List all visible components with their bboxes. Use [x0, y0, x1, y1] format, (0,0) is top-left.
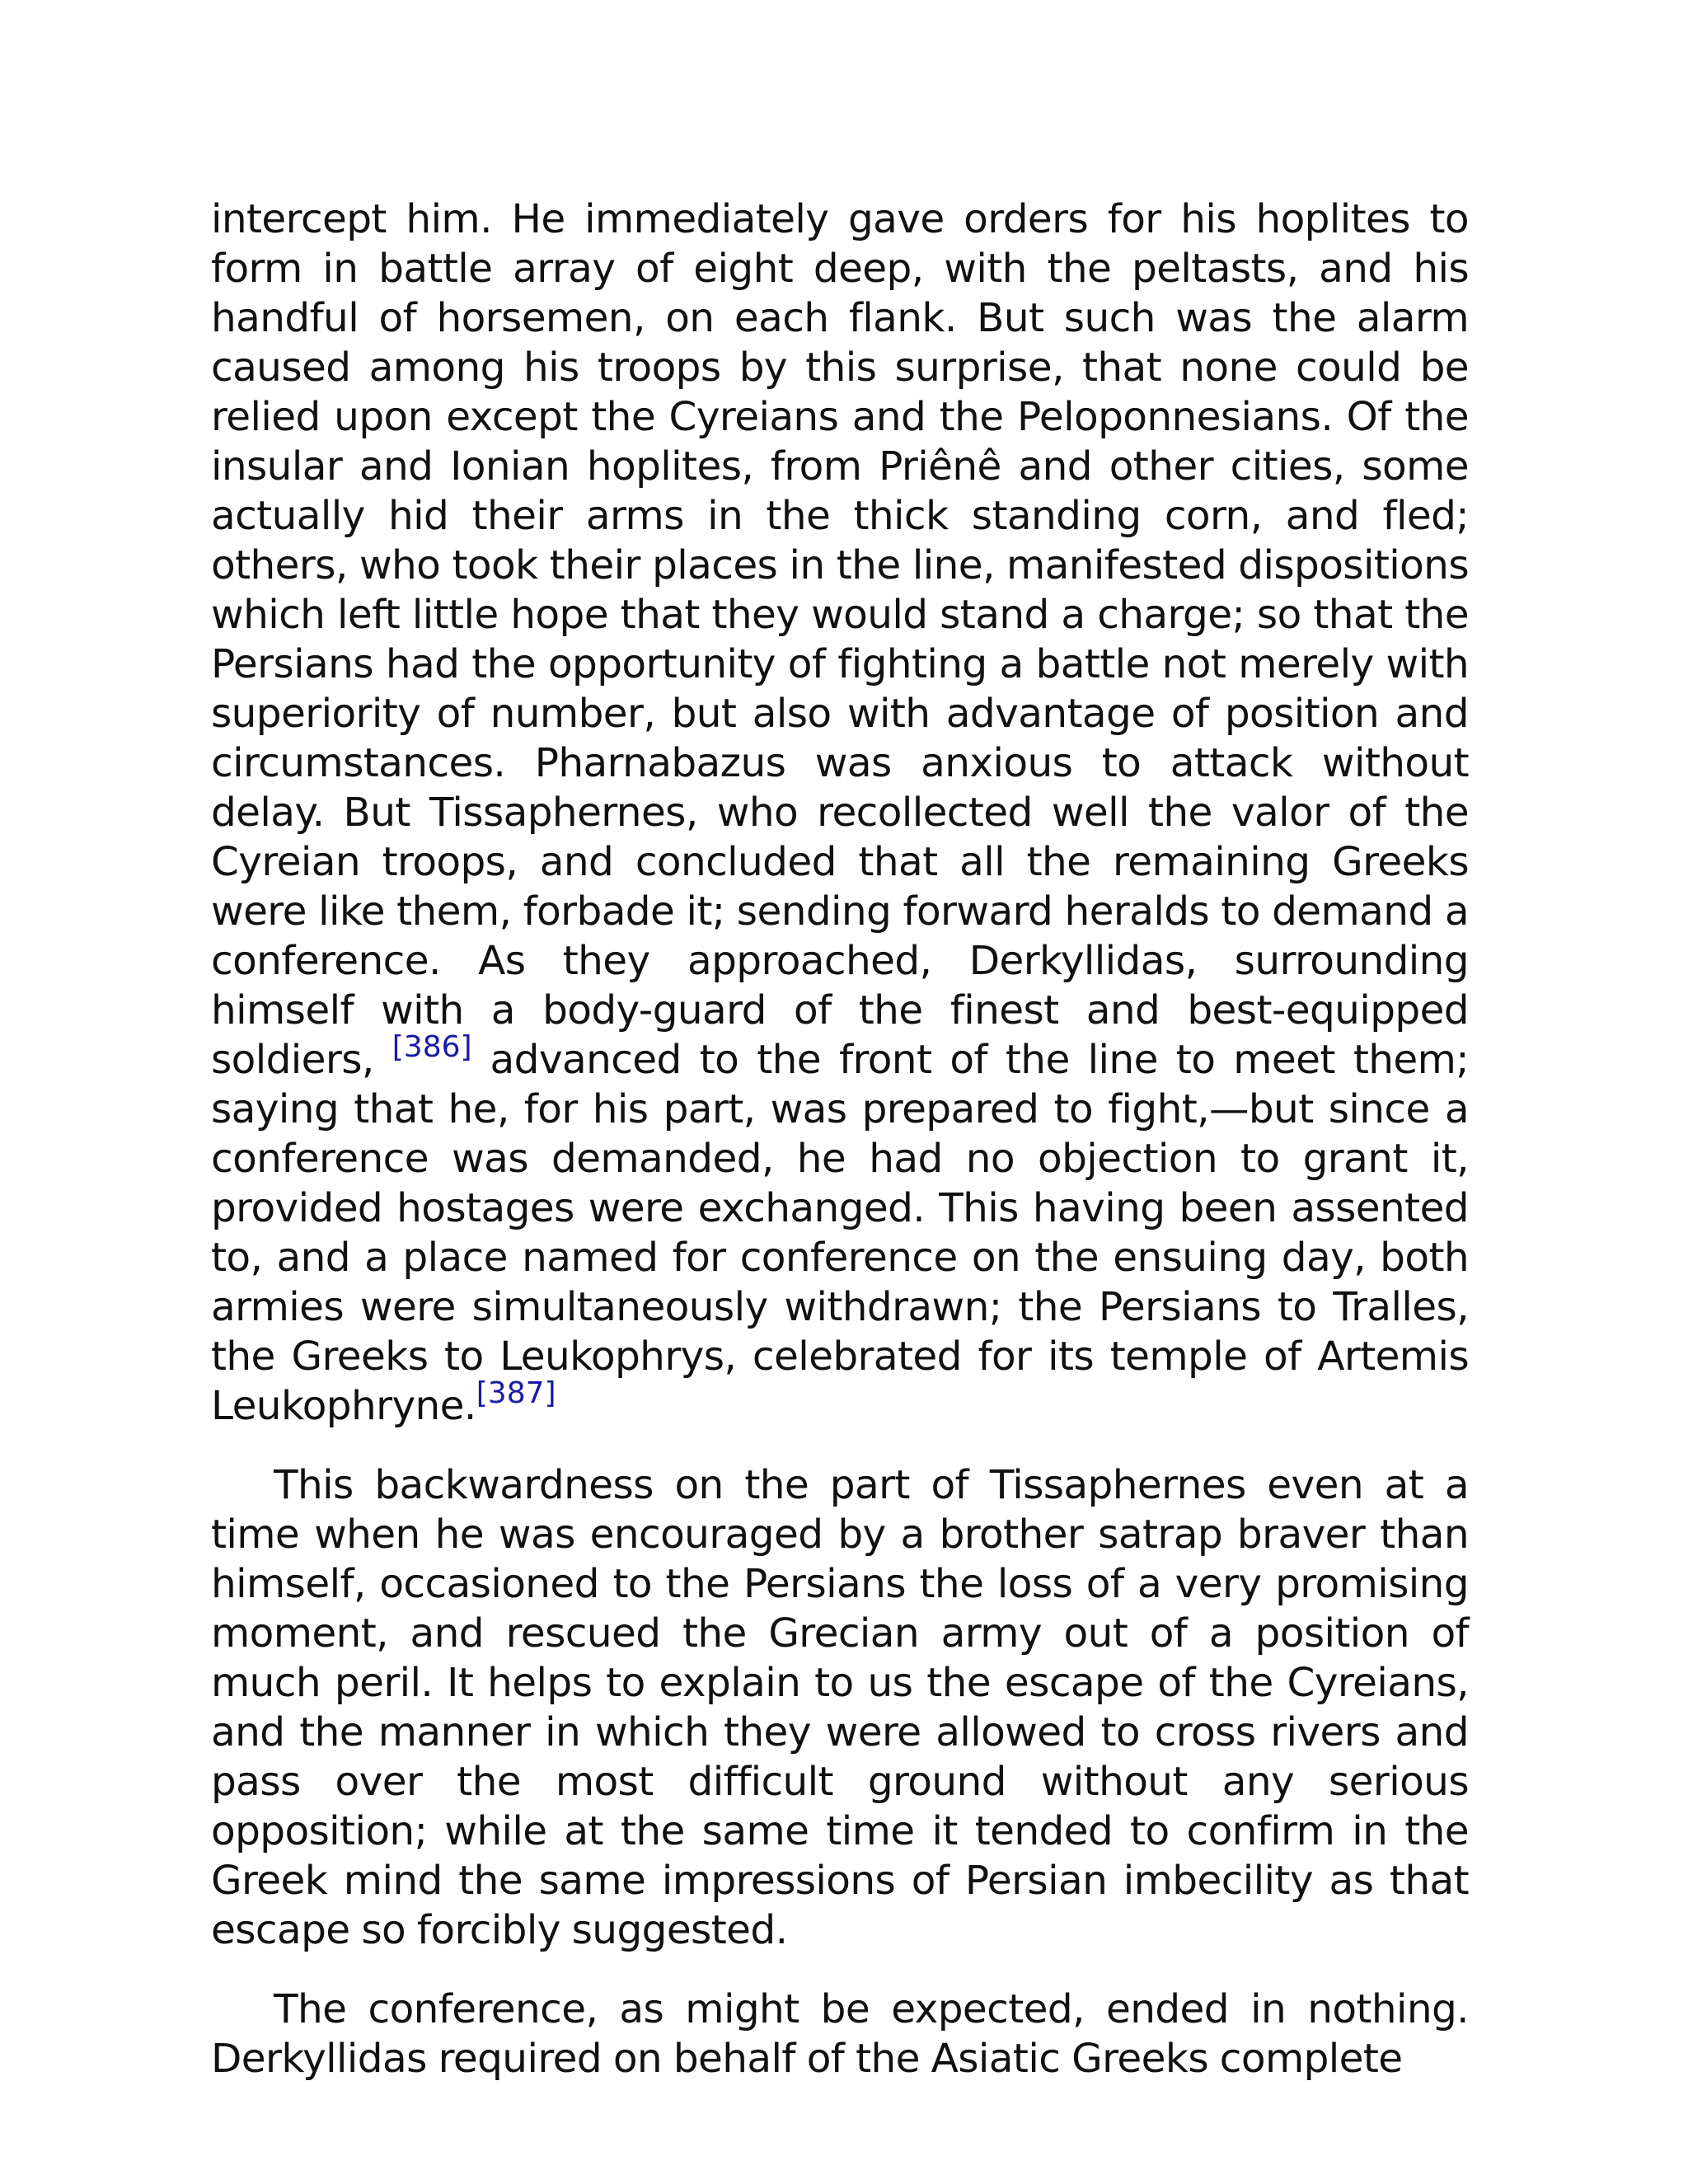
paragraph-1-text-b: advanced to the front of the line to meet them; saying that he, for his part, was prepared to fight,—but since a conference was demanded, he had no objection to grant it, provided hostages were exchanged. This having been assented to, and a place named for conference on the ensuing day, both armies were simultaneously withdrawn; the Persians to Tralles, the Greeks to Leukophrys, celebrated for its temple of Artemis Leukophryne. — [211, 1037, 1470, 1429]
paragraph-1-text-a: intercept him. He immediately gave orders for his hoplites to form in battle array of eight deep, with the peltasts, and his handful of horsemen, on each flank. But such was the alarm caused among his troops by this surprise, that none could be relied upon except the Cyreians and the Peloponnesians. Of the insular and Ionian hoplites, from Priênê and other cities, some actually hid their arms in the thick standing corn, and fled; others, who took their places in the line, manifested dispositions which left little hope that they would stand a charge; so that the Persians had the opportunity of fighting a battle not merely with superiority of number, but also with advantage of position and circumstances. Pharnabazus was anxious to attack without delay. But Tissaphernes, who recollected well the valor of the Cyreian troops, and concluded that all the remaining Greeks were like them, forbade it; sending forward heralds to demand a conference. As they approached, Derkyllidas, surrounding himself with a body-guard of the finest and best-equipped soldiers, — [211, 196, 1469, 1083]
paragraph-3: The conference, as might be expected, ended in nothing. Derkyllidas required on behalf of the Asiatic Greeks complete — [211, 1986, 1469, 2082]
page-body — [211, 194, 1469, 2083]
paragraph-2: This backwardness on the part of Tissaphernes even at a time when he was encouraged by a brother satrap braver than himself, occasioned to the Persians the loss of a very promising moment, and rescued the Grecian army out of a position of much peril. It helps to explain to us the escape of the Cyreians, and the manner in which they were allowed to cross rivers and pass over the most difficult ground without any serious opposition; while at the same time it tended to confirm in the Greek mind the same impressions of Persian imbecility as that escape so forcibly suggested. — [211, 1462, 1469, 1953]
footnote-link-386[interactable]: [386] — [392, 1030, 472, 1065]
footnote-link-387[interactable]: [387] — [476, 1376, 556, 1411]
paragraph-1 — [211, 194, 1469, 1431]
